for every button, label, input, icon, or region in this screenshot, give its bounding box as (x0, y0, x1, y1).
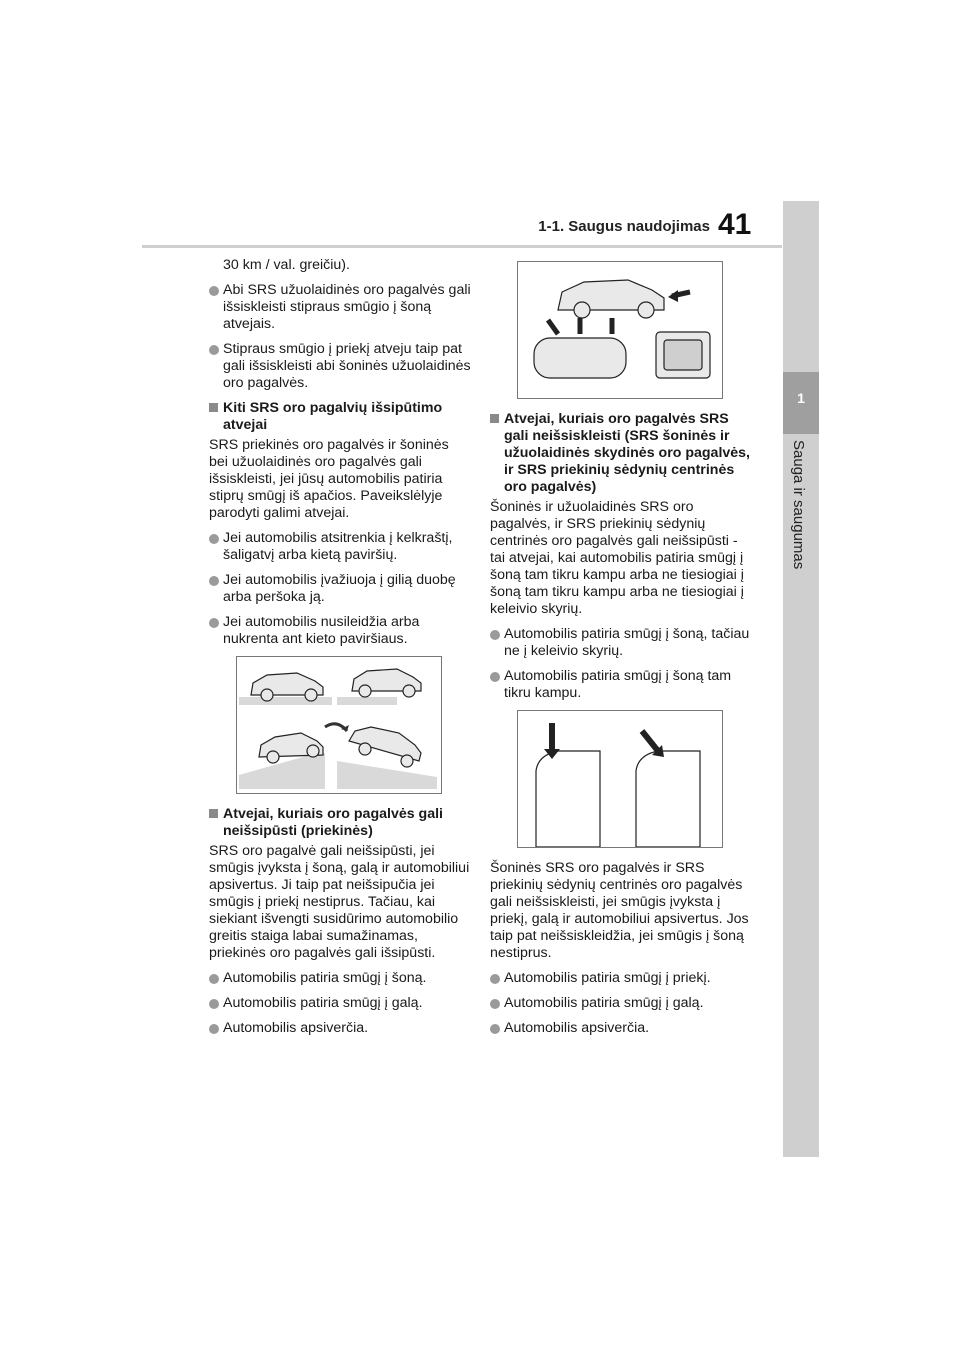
continuation-text: 30 km / val. greičiu). (223, 257, 350, 273)
square-bullet-icon (209, 809, 218, 818)
left-column (209, 257, 471, 1045)
bullet-icon (490, 974, 500, 984)
bullet-icon (209, 345, 219, 355)
bullet-icon (490, 672, 500, 682)
square-bullet-icon (209, 403, 218, 412)
section-body: SRS oro pagalvė gali neišsipūsti, jei smūgis įvyksta į šoną, galą ir automobiliui apsivertus. Ji taip pat neišsipučia jei smūgis į priekį nestiprus. Tačiau, kai siekiant išvengti susidūrimo automobilio greitis staiga labai sumažinamas, priekinės oro pagalvės gali išsipūsti. (209, 843, 470, 961)
list-item: Automobilis apsiverčia. (209, 1020, 471, 1037)
bullet-icon (209, 534, 219, 544)
side-tab-number: 1 (797, 390, 805, 406)
bullet-icon (209, 618, 219, 628)
list-item: Jei automobilis įvažiuoja į gilią duobę arba peršoka ją. (209, 572, 471, 606)
bullet-icon (490, 1024, 500, 1034)
side-tab (783, 201, 819, 1157)
list-item: Automobilis apsiverčia. (490, 1020, 756, 1037)
header-rule (142, 245, 782, 248)
bullet-icon (490, 630, 500, 640)
section-body: Šoninės ir užuolaidinės SRS oro pagalvės, ir SRS priekinių sėdynių centrinės oro pagalvės gali neišsipūsti - tai atvejai, kai automobilis patiria smūgį į šoną tam tikru kampu arba ne tiesiogiai į šoną tam tikru kampu arba ne tiesiogiai į keleivio skyrių. (490, 499, 744, 617)
figure-angled-impacts (517, 710, 723, 848)
figure-side-impacts (517, 261, 723, 399)
figure-underbody-impacts (236, 656, 442, 794)
bullet-icon (209, 999, 219, 1009)
bullet-icon (209, 286, 219, 296)
section-heading: Atvejai, kuriais oro pagalvės SRS gali neišsiskleisti (SRS šoninės ir užuolaidinės skydinės oro pagalvės, ir SRS priekinių sėdynių centrinės oro pagalvės) (490, 411, 756, 496)
list-item: Automobilis patiria smūgį į šoną tam tikru kampu. (490, 668, 756, 702)
side-tab-title: Sauga ir saugumas (790, 440, 807, 570)
list-item: Stipraus smūgio į priekį atveju taip pat gali išsiskleisti abi šoninės užuolaidinės oro pagalvės. (209, 341, 471, 392)
section-body: Šoninės SRS oro pagalvės ir SRS priekinių sėdynių centrinės oro pagalvės gali neišsiskleisti, jei smūgis įvyksta į priekį, galą ir automobiliui apsivertus. Jos taip pat neišsiskleidžia, jei smūgis į šoną nestiprus. (490, 860, 749, 961)
list-item: Jei automobilis atsitrenkia į kelkraštį, šaligatvį arba kietą paviršių. (209, 530, 471, 564)
page-number: 41 (718, 208, 752, 241)
right-column (490, 257, 756, 1045)
section-heading: Atvejai, kuriais oro pagalvės gali neišsipūsti (priekinės) (209, 806, 471, 840)
bullet-icon (209, 1024, 219, 1034)
square-bullet-icon (490, 414, 499, 423)
list-item: Automobilis patiria smūgį į galą. (490, 995, 756, 1012)
bullet-icon (209, 974, 219, 984)
bullet-icon (490, 999, 500, 1009)
list-item: Automobilis patiria smūgį į priekį. (490, 970, 756, 987)
section-header: 1-1. Saugus naudojimas (538, 218, 710, 235)
list-item: Automobilis patiria smūgį į šoną. (209, 970, 471, 987)
list-item: Jei automobilis nusileidžia arba nukrenta ant kieto paviršiaus. (209, 614, 471, 648)
bullet-icon (209, 576, 219, 586)
list-item: Automobilis patiria smūgį į galą. (209, 995, 471, 1012)
list-item: Automobilis patiria smūgį į šoną, tačiau ne į keleivio skyrių. (490, 626, 756, 660)
list-item: Abi SRS užuolaidinės oro pagalvės gali išsiskleisti stipraus smūgio į šoną atvejais. (209, 282, 471, 333)
section-heading: Kiti SRS oro pagalvių išsipūtimo atvejai (209, 400, 471, 434)
section-body: SRS priekinės oro pagalvės ir šoninės bei užuolaidinės oro pagalvės gali išsiskleisti, jei jūsų automobilis patiria stiprų smūgį iš apačios. Paveikslėlyje parodyti galimi atvejai. (209, 437, 449, 521)
